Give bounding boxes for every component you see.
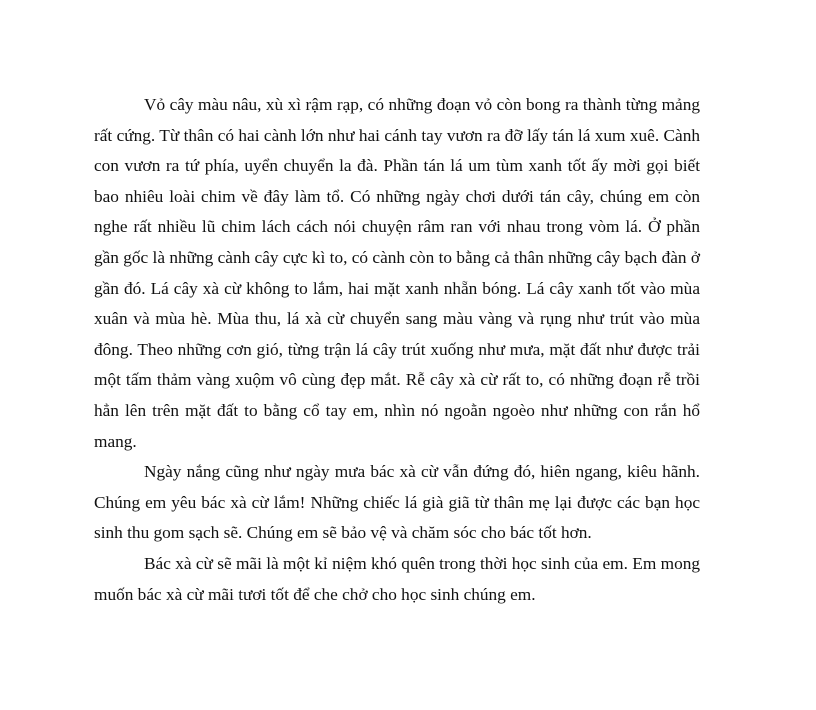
paragraph-tree-description: Vỏ cây màu nâu, xù xì rậm rạp, có những đoạn vỏ còn bong ra thành từng mảng rất cứng. Từ thân có hai cành lớn như hai cánh tay vươn ra đỡ lấy tán lá xum xuê. Cành con vươn ra tứ phía, uyển chuyển la đà. Phần tán lá um tùm xanh tốt ấy mời gọi biết bao nhiêu loài chim về đây làm tổ. Có những ngày chơi dưới tán cây, chúng em còn nghe rất nhiều lũ chim lách cách nói chuyện râm ran với nhau trong vòm lá. Ở phần gần gốc là những cành cây cực kì to, có cành còn to bằng cả thân những cây bạch đàn ở gần đó. Lá cây xà cừ không to lắm, hai mặt xanh nhẵn bóng. Lá cây xanh tốt vào mùa xuân và mùa hè. Mùa thu, lá xà cừ chuyển sang màu vàng và rụng như trút vào mùa đông. Theo những cơn gió, từng trận lá cây trút xuống như mưa, mặt đất như được trải một tấm thảm vàng xuộm vô cùng đẹp mắt. Rễ cây xà cừ rất to, có những đoạn rễ trồi hẳn lên trên mặt đất to bằng cổ tay em, nhìn nó ngoằn ngoèo như những con rắn hổ mang. <box>94 95 700 451</box>
paragraph-memory: Bác xà cừ sẽ mãi là một kỉ niệm khó quên trong thời học sinh của em. Em mong muốn bác xà cừ mãi tươi tốt để che chở cho học sinh chúng em. <box>94 553 700 604</box>
paragraph-sun-and-rain: Ngày nắng cũng như ngày mưa bác xà cừ vẫn đứng đó, hiên ngang, kiêu hãnh. Chúng em yêu bác xà cừ lắm! Những chiếc lá già giã từ thân mẹ lại được các bạn học sinh thu gom sạch sẽ. Chúng em sẽ bảo vệ và chăm sóc cho bác tốt hơn. <box>94 462 700 543</box>
document-page <box>94 90 700 610</box>
